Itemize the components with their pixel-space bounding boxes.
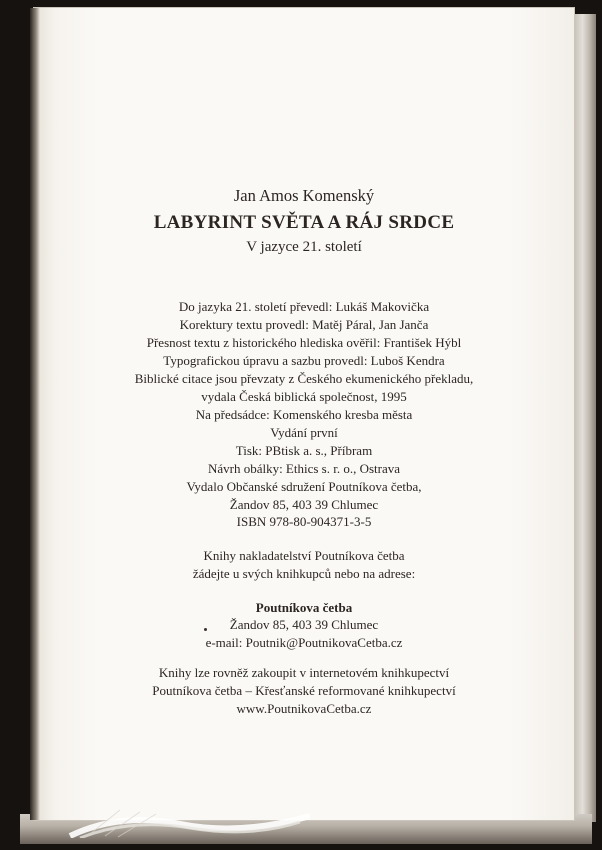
credit-line: Do jazyka 21. století převedl: Lukáš Makovička (178, 299, 430, 314)
bookmark-ribbon-icon (60, 806, 310, 838)
credits-block (34, 298, 574, 514)
publisher-address: Žandov 85, 403 39 Chlumec (229, 617, 379, 632)
ink-speck (204, 628, 207, 631)
book-subtitle: V jazyce 21. století (246, 239, 362, 255)
publisher-contact (34, 616, 574, 652)
shop-note-line: Knihy lze rovněž zakoupit v internetovém knihkupectví (158, 665, 450, 680)
credit-line: Vydání první (270, 425, 338, 440)
book-title: LABYRINT SVĚTA A RÁJ SRDCE (153, 212, 455, 233)
shop-note-line: Poutníkova četba – Křesťanské reformované knihkupectví (152, 683, 456, 698)
credit-line: Žandov 85, 403 39 Chlumec (229, 497, 379, 512)
credit-line: Návrh obálky: Ethics s. r. o., Ostrava (207, 461, 401, 476)
order-note (34, 547, 574, 583)
order-note-line: žádejte u svých knihkupců nebo na adrese: (192, 566, 416, 581)
credit-line: vydala Česká biblická společnost, 1995 (201, 389, 407, 404)
publisher-name: Poutníkova četba (255, 600, 353, 615)
order-note-line: Knihy nakladatelství Poutníkova četba (203, 548, 405, 563)
publisher-email: e-mail: Poutnik@PoutnikovaCetba.cz (205, 635, 403, 650)
credit-line: Vydalo Občanské sdružení Poutníkova četba, (186, 479, 422, 494)
isbn: ISBN 978-80-904371-3-5 (236, 514, 372, 529)
credit-line: Tisk: PBtisk a. s., Příbram (235, 443, 373, 458)
author-name: Jan Amos Komenský (233, 186, 375, 205)
shop-website: www.PoutnikovaCetba.cz (236, 701, 372, 716)
credit-line: Typografickou úpravu a sazbu provedl: Luboš Kendra (163, 353, 445, 368)
credit-line: Na předsádce: Komenského kresba města (195, 407, 413, 422)
credit-line: Korektury textu provedl: Matěj Páral, Jan Janča (179, 317, 429, 332)
shop-note (34, 664, 574, 718)
credit-line: Přesnost textu z historického hlediska ověřil: František Hýbl (146, 335, 462, 350)
credit-line: Biblické citace jsou převzaty z Českého ekumenického překladu, (134, 371, 474, 386)
